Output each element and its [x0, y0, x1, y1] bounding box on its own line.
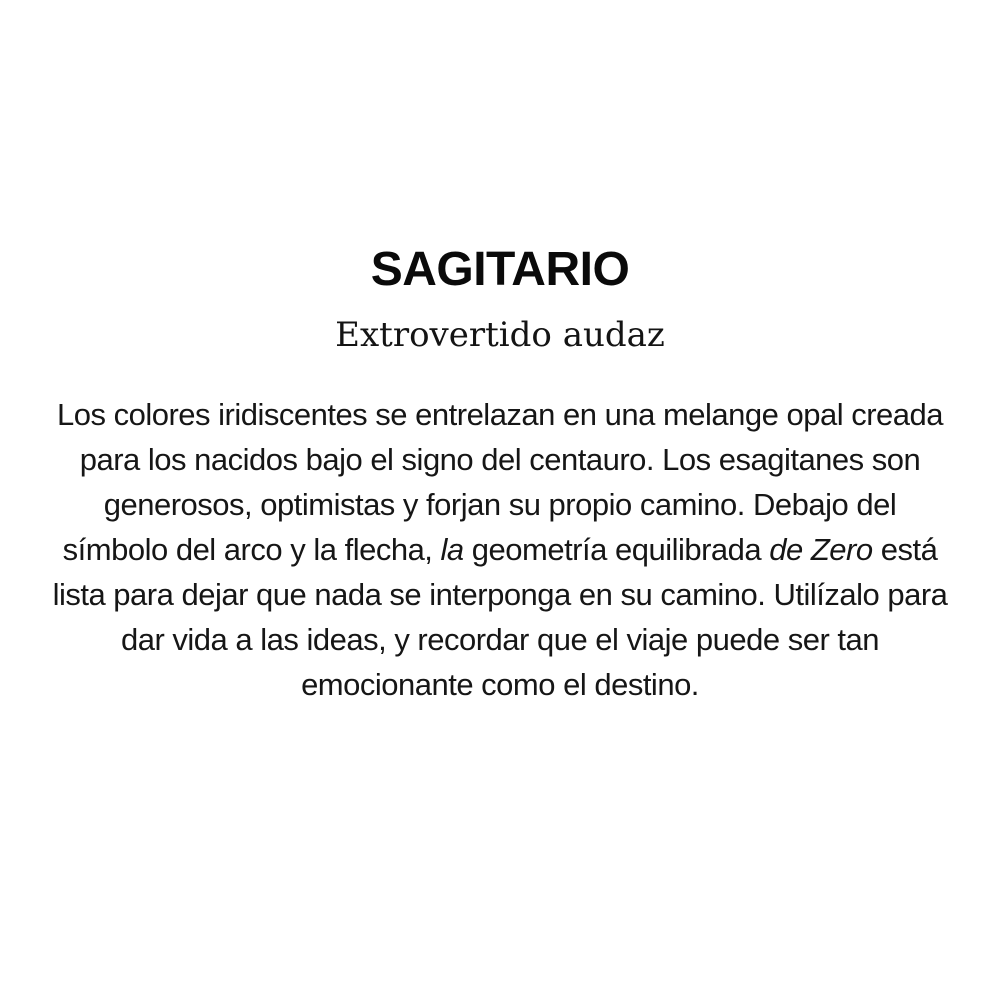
- paragraph-line: [40, 482, 960, 527]
- paragraph-text: emocionante como el destino.: [301, 667, 699, 702]
- paragraph-text: Los colores iridiscentes se entrelazan en una melange opal creada: [56, 397, 943, 432]
- page-title: SAGITARIO: [370, 243, 630, 296]
- page-subtitle: Extrovertido audaz: [335, 315, 665, 355]
- body-paragraph: [40, 392, 960, 707]
- paragraph-text: está: [872, 532, 938, 567]
- paragraph-line: [40, 392, 960, 437]
- paragraph-text: lista para dejar que nada se interponga en su camino. Utilízalo para: [52, 577, 948, 612]
- paragraph-line: [40, 437, 960, 482]
- article: [40, 0, 960, 707]
- paragraph-text: generosos, optimistas y forjan su propio camino. Debajo del: [103, 487, 897, 522]
- paragraph-text: para los nacidos bajo el signo del centauro. Los esagitanes son: [79, 442, 921, 477]
- paragraph-text-italic: la: [440, 532, 464, 567]
- paragraph-line: [40, 527, 960, 572]
- paragraph-line: [40, 662, 960, 707]
- paragraph-text-italic: de Zero: [769, 532, 873, 567]
- paragraph-line: [40, 572, 960, 617]
- paragraph-line: [40, 617, 960, 662]
- paragraph-text: símbolo del arco y la flecha,: [62, 532, 441, 567]
- paragraph-text: geometría equilibrada: [463, 532, 770, 567]
- paragraph-text: dar vida a las ideas, y recordar que el viaje puede ser tan: [120, 622, 880, 657]
